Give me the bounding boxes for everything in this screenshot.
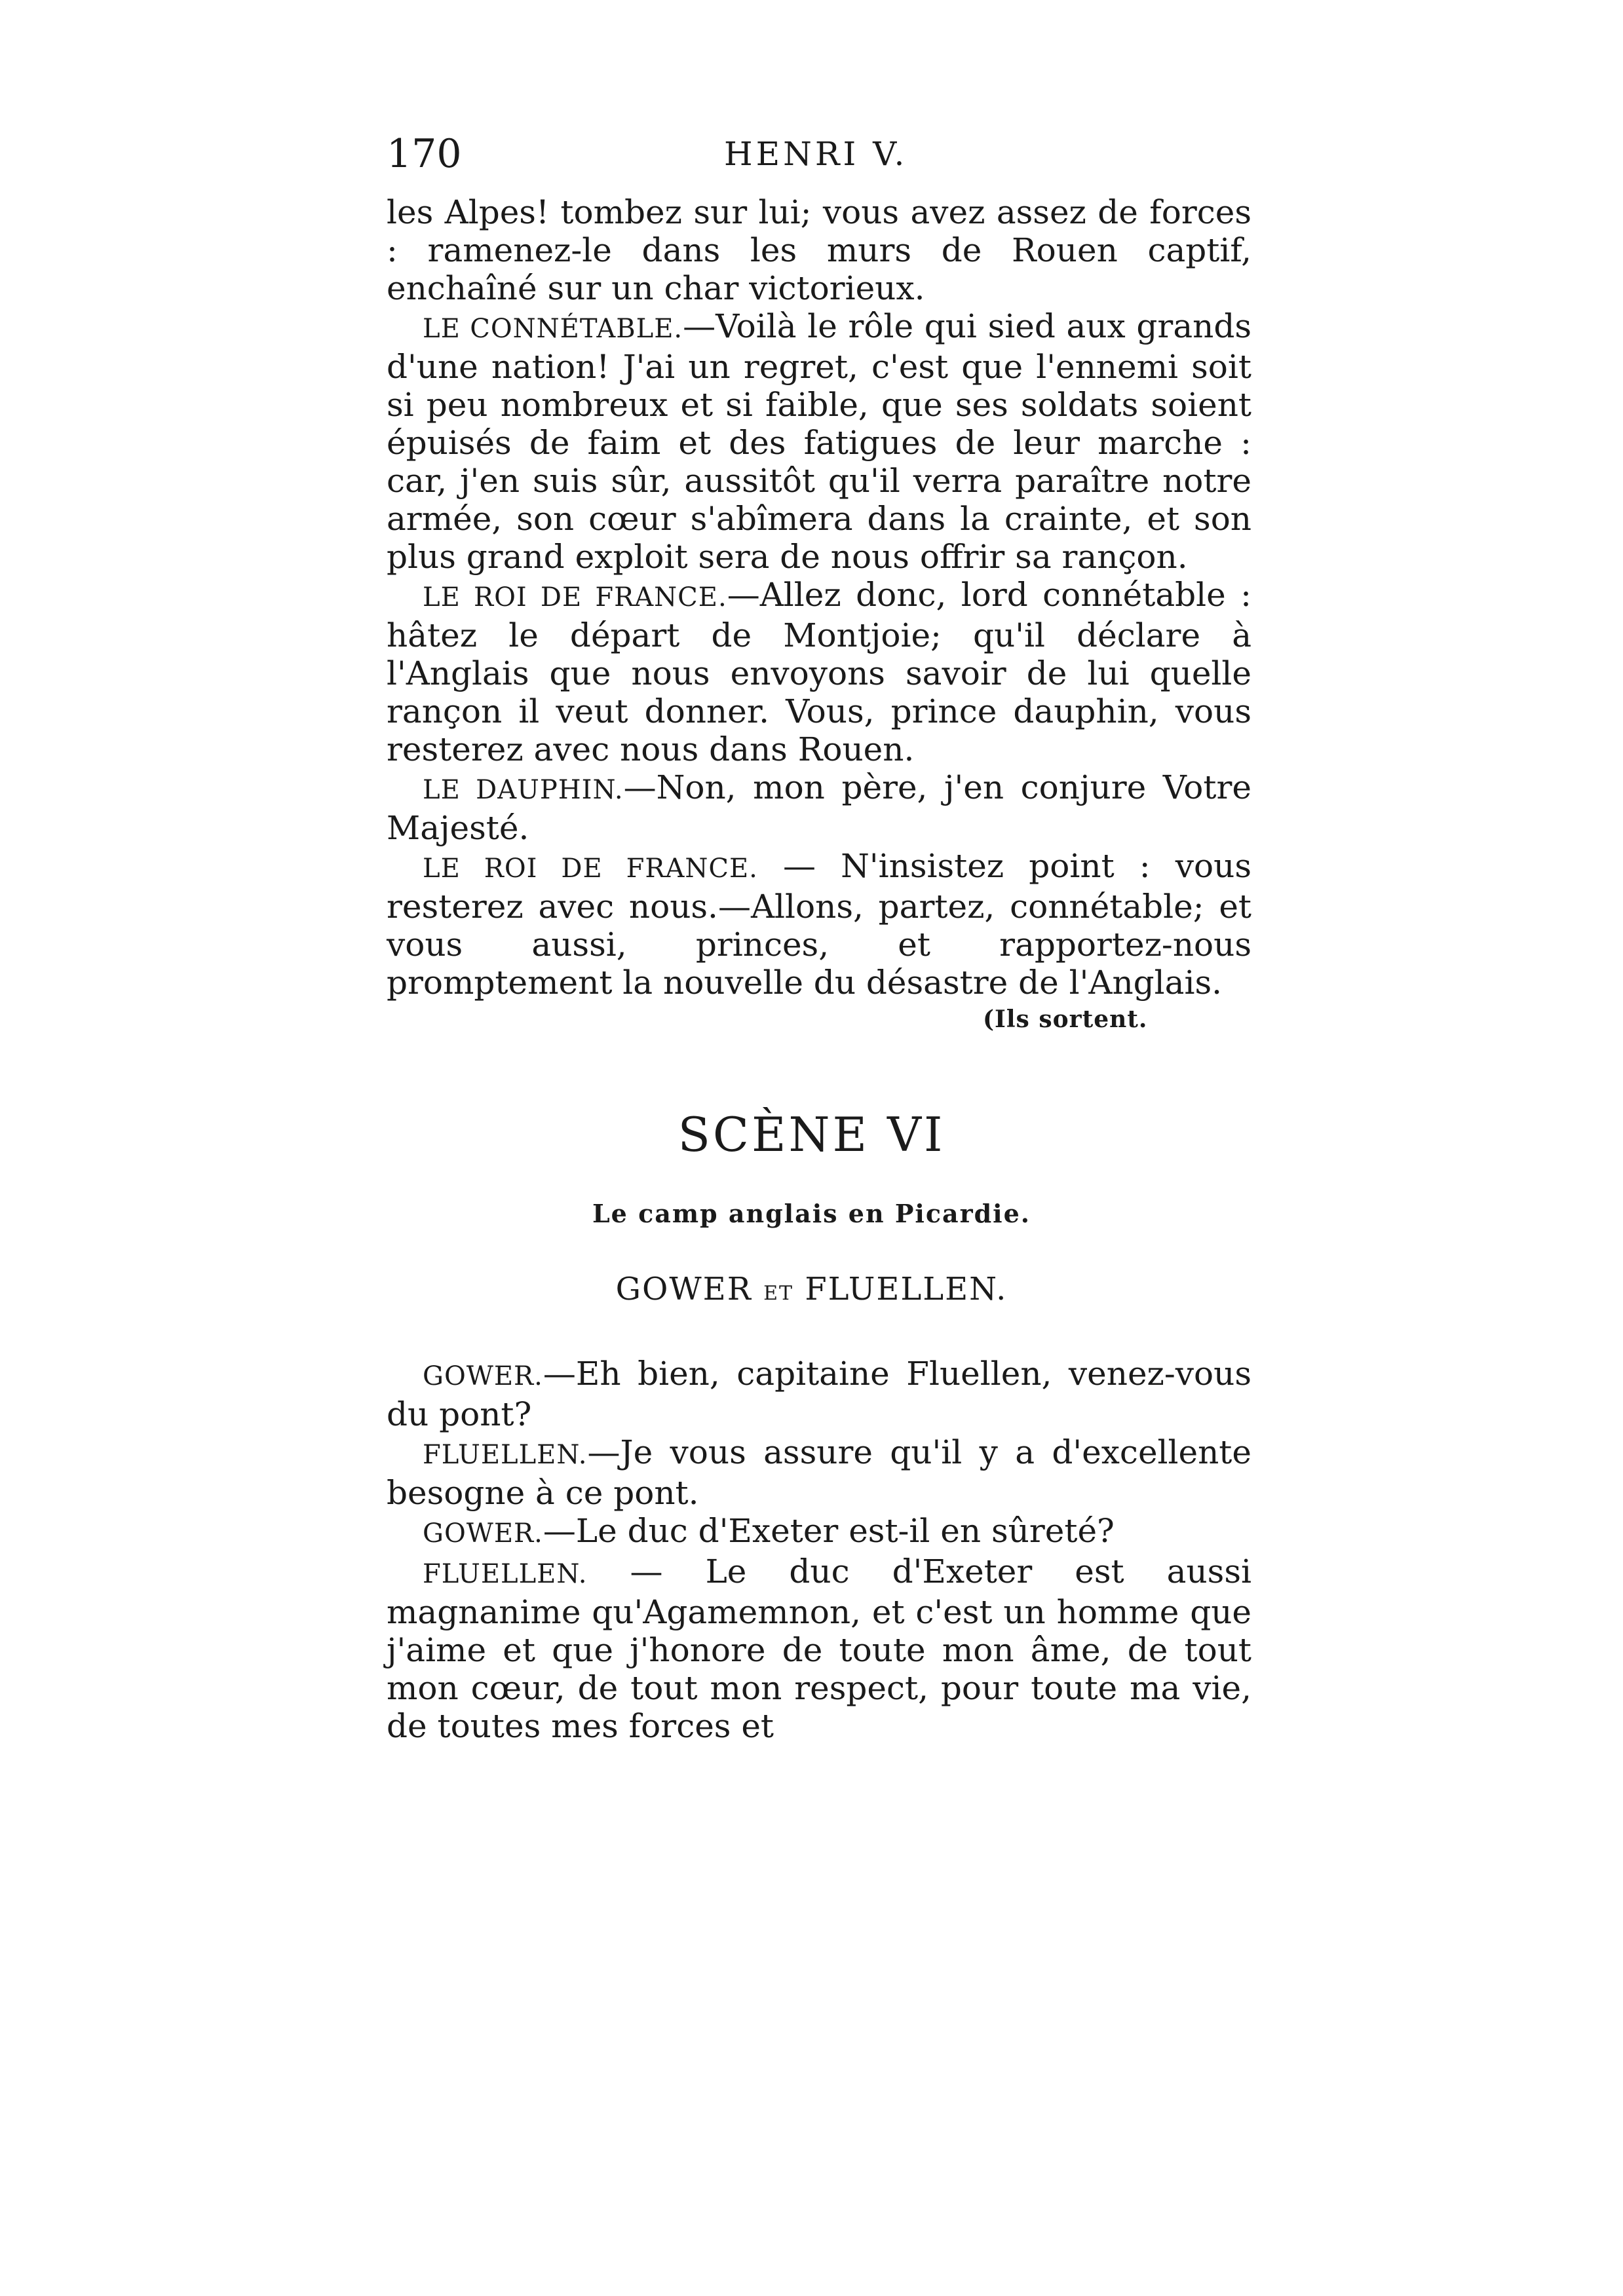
speech-text: —Non, mon père, j'en conjure Votre Majesté.: [387, 768, 1251, 847]
speech-gower: [387, 1355, 1251, 1433]
speaker-name: GOWER.: [423, 1518, 543, 1549]
speech-text: —Voilà le rôle qui sied aux grands d'une nation! J'ai un regret, c'est que l'ennemi soit si peu nombreux et si faible, que ses soldats soient épuisés de faim et des fatigues de leur marche : car, j'en suis sûr, aussitôt qu'il verra paraître notre armée, son cœur s'abîmera dans la crainte, et son plus grand exploit sera de nous offrir sa rançon.: [387, 307, 1251, 576]
speech-text: — Le duc d'Exeter est aussi magnanime qu'Agamemnon, et c'est un homme que j'aime et que j'honore de toute mon âme, de tout mon cœur, de tout mon respect, pour toute ma vie, de toutes mes forces et: [387, 1553, 1251, 1745]
continued-paragraph: [387, 193, 1251, 307]
speech-dauphin: [387, 768, 1251, 847]
speech-fluellen-2: [387, 1553, 1251, 1745]
speech-constable: [387, 307, 1251, 576]
speaker-name: LE DAUPHIN.: [423, 775, 624, 805]
speech-king-of-france: [387, 576, 1251, 768]
dialogue-scene-six: [387, 1355, 1251, 1745]
speaker-name: LE ROI DE FRANCE.: [423, 582, 727, 612]
speech-text: — N'insistez point : vous resterez avec nous.—Allons, partez, connétable; et vous aussi, princes, et rapportez-nous promptement la nouvelle du désastre de l'Anglais.: [387, 847, 1251, 1002]
cast-second: FLUELLEN.: [805, 1271, 1008, 1308]
speech-text: —Je vous assure qu'il y a d'excellente besogne à ce pont.: [387, 1433, 1251, 1512]
cast-first: GOWER: [615, 1271, 752, 1308]
scene-setting: Le camp anglais en Picardie.: [592, 1199, 1031, 1228]
speech-king-of-france-2: [387, 847, 1251, 1002]
speech-text: —Eh bien, capitaine Fluellen, venez-vous du pont?: [387, 1355, 1251, 1433]
speaker-name: GOWER.: [423, 1361, 543, 1391]
speech-gower-2: [387, 1512, 1251, 1553]
speech-text: —Le duc d'Exeter est-il en sûreté?: [543, 1512, 1115, 1550]
speaker-name: FLUELLEN.: [423, 1559, 588, 1589]
speaker-name: LE CONNÉTABLE.: [423, 314, 683, 344]
scene-title: SCÈNE VI: [678, 1107, 945, 1162]
paragraph-text: les Alpes! tombez sur lui; vous avez assez de forces : ramenez-le dans les murs de Rouen captif, enchaîné sur un char victorieux.: [387, 193, 1251, 307]
running-title: HENRI V.: [724, 135, 908, 173]
scene-cast: [0, 1271, 1623, 1308]
cast-conjunction: ET: [763, 1282, 794, 1305]
page-number: 170: [387, 131, 462, 177]
stage-direction: (Ils sortent.: [983, 1006, 1148, 1033]
speech-text: —Allez donc, lord connétable : hâtez le départ de Montjoie; qu'il déclare à l'Anglais que nous envoyons savoir de lui quelle rançon il veut donner. Vous, prince dauphin, vous resterez avec nous dans Rouen.: [387, 576, 1251, 768]
speech-fluellen: [387, 1433, 1251, 1512]
speaker-name: LE ROI DE FRANCE.: [423, 854, 758, 884]
dialogue-before-scene: [387, 193, 1251, 1002]
speaker-name: FLUELLEN.: [423, 1440, 588, 1470]
page-header: [387, 131, 1251, 183]
